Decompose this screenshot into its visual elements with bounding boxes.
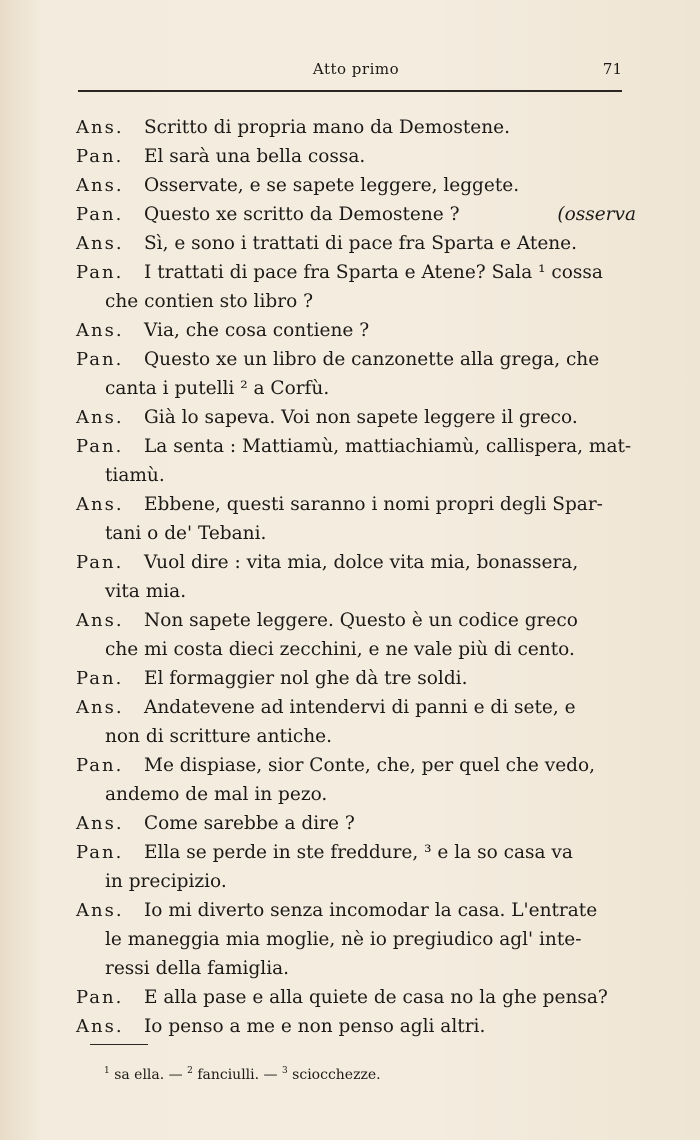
dialogue-line — [76, 519, 636, 548]
dialogue-line — [76, 664, 636, 693]
line-text: vita mia. — [105, 581, 187, 602]
dialogue-line — [76, 316, 636, 345]
dialogue-line — [76, 461, 636, 490]
footnote-mark: 1 — [104, 1066, 110, 1076]
line-text: Vuol dire : vita mia, dolce vita mia, bonassera, — [144, 552, 579, 573]
speaker-label: Ans. — [76, 494, 124, 515]
line-text: E alla pase e alla quiete de casa no la ghe pensa? — [144, 987, 608, 1008]
speaker-label: Pan. — [76, 842, 124, 863]
line-text: che mi costa dieci zecchini, e ne vale più di cento. — [105, 639, 575, 660]
speaker-label: Pan. — [76, 204, 124, 225]
dialogue-line — [76, 809, 636, 838]
speaker-label: Pan. — [76, 668, 124, 689]
dialogue-line — [76, 548, 636, 577]
dialogue-line — [76, 780, 636, 809]
dialogue-line — [76, 954, 636, 983]
line-text: Me dispiase, sior Conte, che, per quel che vedo, — [144, 755, 596, 776]
dialogue-line — [76, 403, 636, 432]
speaker-label: Pan. — [76, 349, 124, 370]
line-text: che contien sto libro ? — [105, 291, 314, 312]
line-text: non di scritture antiche. — [105, 726, 332, 747]
page-header — [90, 60, 622, 86]
footnote-rule — [90, 1044, 148, 1045]
line-text: andemo de mal in pezo. — [105, 784, 328, 805]
line-text: Ebbene, questi saranno i nomi propri degli Spar- — [144, 494, 603, 515]
line-text: le maneggia mia moglie, nè io pregiudico agl' inte- — [105, 929, 582, 950]
dialogue-line — [76, 722, 636, 751]
dialogue-line — [76, 345, 636, 374]
speaker-label: Pan. — [76, 146, 124, 167]
line-text: Scritto di propria mano da Demostene. — [144, 117, 510, 138]
speaker-label: Ans. — [76, 407, 124, 428]
line-text: Sì, e sono i trattati di pace fra Sparta e Atene. — [144, 233, 578, 254]
speaker-label: Ans. — [76, 900, 124, 921]
speaker-label: Ans. — [76, 175, 124, 196]
line-text: Via, che cosa contiene ? — [144, 320, 370, 341]
dialogue-body — [76, 113, 636, 1041]
line-text: Ella se perde in ste freddure, ³ e la so casa va — [144, 842, 573, 863]
line-text: Già lo sapeva. Voi non sapete leggere il greco. — [144, 407, 578, 428]
dialogue-line — [76, 751, 636, 780]
dialogue-line — [76, 229, 636, 258]
dialogue-line — [76, 432, 636, 461]
dialogue-line — [76, 867, 636, 896]
running-title: Atto primo — [312, 60, 400, 78]
speaker-label: Ans. — [76, 697, 124, 718]
line-text: Osservate, e se sapete leggere, leggete. — [144, 175, 520, 196]
dialogue-line — [76, 693, 636, 722]
footnote-text: sciocchezze. — [292, 1067, 381, 1083]
speaker-label: Pan. — [76, 755, 124, 776]
line-text: La senta : Mattiamù, mattiachiamù, callispera, mat- — [144, 436, 632, 457]
footnote-text: sa ella. — [114, 1067, 165, 1083]
dialogue-line — [76, 258, 636, 287]
footnote-mark: 2 — [187, 1066, 193, 1076]
dialogue-line — [76, 983, 636, 1012]
line-text: Andatevene ad intendervi di panni e di sete, e — [144, 697, 576, 718]
line-text: canta i putelli ² a Corfù. — [105, 378, 330, 399]
line-text: El formaggier nol ghe dà tre soldi. — [144, 668, 468, 689]
speaker-label: Ans. — [76, 813, 124, 834]
line-text: Io penso a me e non penso agli altri. — [144, 1016, 486, 1037]
speaker-label: Pan. — [76, 552, 124, 573]
dialogue-line — [76, 171, 636, 200]
dialogue-line — [76, 374, 636, 403]
line-text: Io mi diverto senza incomodar la casa. L'entrate — [144, 900, 598, 921]
line-text: tiamù. — [105, 465, 165, 486]
dialogue-line — [76, 925, 636, 954]
dialogue-line — [76, 1012, 636, 1041]
footnote-text: fanciulli. — [197, 1067, 260, 1083]
speaker-label: Ans. — [76, 1016, 124, 1037]
footnote-mark: 3 — [281, 1066, 288, 1076]
page-number: 71 — [602, 60, 622, 78]
footnotes: $^1$ sa ella. — $^2$ fanciulli. — $^3$ sciocchezze. — [104, 1066, 381, 1083]
dialogue-line — [76, 838, 636, 867]
speaker-label: Pan. — [76, 262, 124, 283]
line-text: El sarà una bella cossa. — [144, 146, 366, 167]
dialogue-line — [76, 577, 636, 606]
dialogue-line — [76, 896, 636, 925]
dialogue-line — [76, 490, 636, 519]
header-rule — [78, 90, 622, 92]
speaker-label: Ans. — [76, 610, 124, 631]
line-text: I trattati di pace fra Sparta e Atene? Sala ¹ cossa — [144, 262, 603, 283]
dialogue-line — [76, 606, 636, 635]
dialogue-line — [76, 142, 636, 171]
speaker-label: Pan. — [76, 987, 124, 1008]
stage-direction: (osserva — [557, 204, 636, 225]
line-text: ressi della famiglia. — [105, 958, 290, 979]
speaker-label: Ans. — [76, 233, 124, 254]
dialogue-line — [76, 113, 636, 142]
speaker-label: Pan. — [76, 436, 124, 457]
speaker-label: Ans. — [76, 320, 124, 341]
dialogue-line — [76, 200, 636, 229]
line-text: Questo xe un libro de canzonette alla grega, che — [144, 349, 600, 370]
dialogue-line — [76, 635, 636, 664]
line-text: Come sarebbe a dire ? — [144, 813, 355, 834]
dialogue-line — [76, 287, 636, 316]
line-text: tani o de' Tebani. — [105, 523, 267, 544]
line-text: Non sapete leggere. Questo è un codice greco — [144, 610, 578, 631]
speaker-label: Ans. — [76, 117, 124, 138]
line-text: Questo xe scritto da Demostene ? — [144, 204, 460, 225]
line-text: in precipizio. — [105, 871, 227, 892]
